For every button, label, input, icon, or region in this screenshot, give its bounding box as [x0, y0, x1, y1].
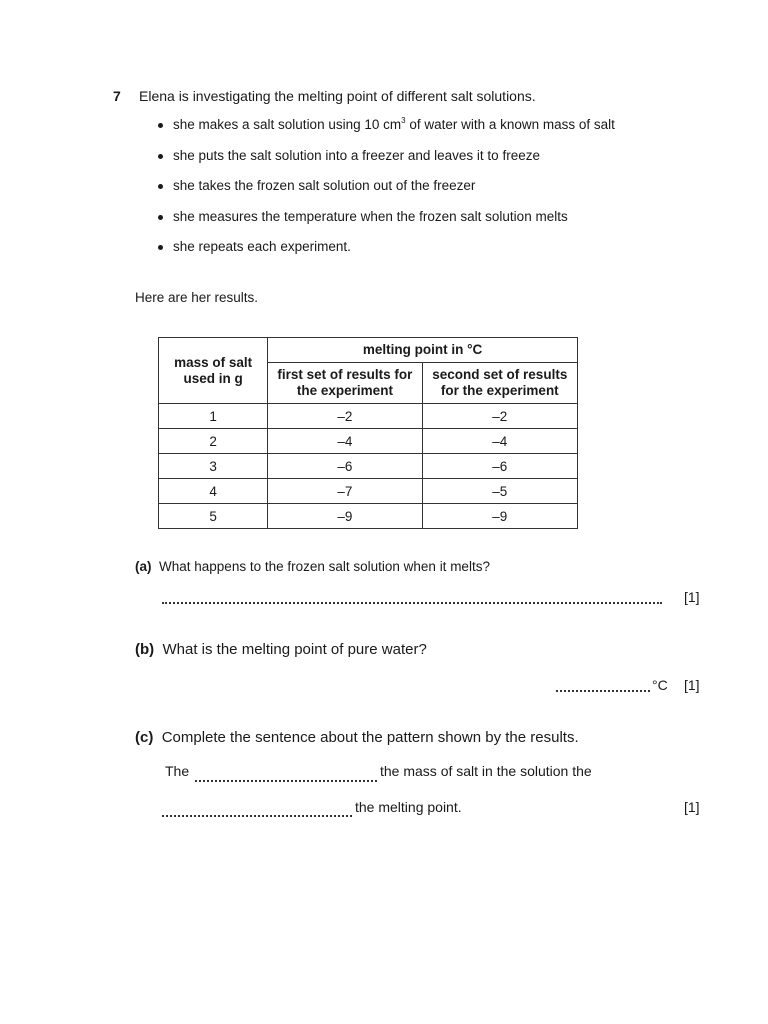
first-result-cell: –7: [268, 479, 422, 504]
second-result-cell: –5: [422, 479, 577, 504]
part-c-text: Complete the sentence about the pattern shown by the results.: [161, 729, 579, 746]
part-c-label: (c): [135, 729, 154, 746]
part-a-text: What happens to the frozen salt solution when it melts?: [159, 559, 490, 574]
second-header-line: for the experiment: [440, 383, 559, 398]
melting-point-header: melting point in °C: [268, 338, 578, 363]
table-row: [159, 429, 578, 454]
results-intro: Here are her results.: [135, 290, 259, 305]
part-a-mark: [1]: [684, 589, 700, 605]
second-result-cell: –4: [422, 429, 577, 454]
mass-header-line: used in g: [183, 370, 243, 386]
bullet-item: [158, 178, 615, 209]
second-result-cell: –6: [422, 454, 577, 479]
part-a-answer-line[interactable]: [162, 602, 662, 604]
first-header-line: the experiment: [296, 383, 393, 398]
mass-header-line: mass of salt: [174, 354, 253, 370]
mass-column-header: [159, 338, 268, 404]
mass-cell: 2: [159, 429, 268, 454]
part-c-mark: [1]: [684, 799, 700, 815]
part-c-answer-line-2[interactable]: [162, 815, 352, 817]
mass-cell: 3: [159, 454, 268, 479]
bullet-text: she repeats each experiment.: [173, 239, 351, 254]
first-result-cell: –2: [268, 404, 422, 429]
part-a-label: (a): [135, 559, 152, 574]
sentence-start: The: [165, 763, 190, 779]
part-a-question: [135, 559, 490, 574]
bullet-text: of water with a known mass of salt: [405, 117, 615, 132]
mass-cell: 5: [159, 504, 268, 529]
bullet-item: [158, 239, 615, 270]
bullet-item: [158, 209, 615, 240]
first-result-cell: –6: [268, 454, 422, 479]
mass-cell: 4: [159, 479, 268, 504]
first-set-header: [268, 363, 422, 404]
bullet-text: she makes a salt solution using 10 cm: [173, 117, 402, 132]
method-bullet-list: [158, 117, 615, 270]
bullet-text: she takes the frozen salt solution out of the freezer: [173, 178, 476, 193]
part-b-label: (b): [135, 641, 155, 658]
results-table: [158, 337, 578, 529]
table-row: [159, 504, 578, 529]
degrees-celsius-unit: °C: [652, 677, 668, 693]
bullet-text: she puts the salt solution into a freezer and leaves it to freeze: [173, 147, 540, 163]
second-set-header: [422, 363, 577, 404]
table-header-row: [159, 338, 578, 363]
sentence-end: the melting point.: [355, 799, 462, 815]
superscript-three: 3: [401, 116, 406, 125]
part-b-mark: [1]: [684, 677, 700, 693]
first-result-cell: –9: [268, 504, 422, 529]
first-result-cell: –4: [268, 429, 422, 454]
question-number: 7: [113, 88, 121, 104]
mass-cell: 1: [159, 404, 268, 429]
bullet-text: she measures the temperature when the frozen salt solution melts: [173, 208, 568, 224]
first-header-line: first set of results for: [277, 367, 413, 382]
part-b-text: What is the melting point of pure water?: [162, 641, 427, 658]
part-b-question: [135, 641, 427, 658]
second-header-line: second set of results: [432, 367, 568, 382]
part-c-question: [135, 729, 579, 746]
second-result-cell: –9: [422, 504, 577, 529]
second-result-cell: –2: [422, 404, 577, 429]
table-row: [159, 404, 578, 429]
sentence-middle: the mass of salt in the solution the: [380, 763, 592, 779]
question-intro: Elena is investigating the melting point of different salt solutions.: [139, 88, 536, 104]
part-b-answer-line[interactable]: [556, 690, 650, 692]
table-row: [159, 454, 578, 479]
bullet-item: [158, 117, 615, 148]
bullet-item: [158, 148, 615, 179]
table-row: [159, 479, 578, 504]
part-c-answer-line-1[interactable]: [195, 780, 377, 782]
